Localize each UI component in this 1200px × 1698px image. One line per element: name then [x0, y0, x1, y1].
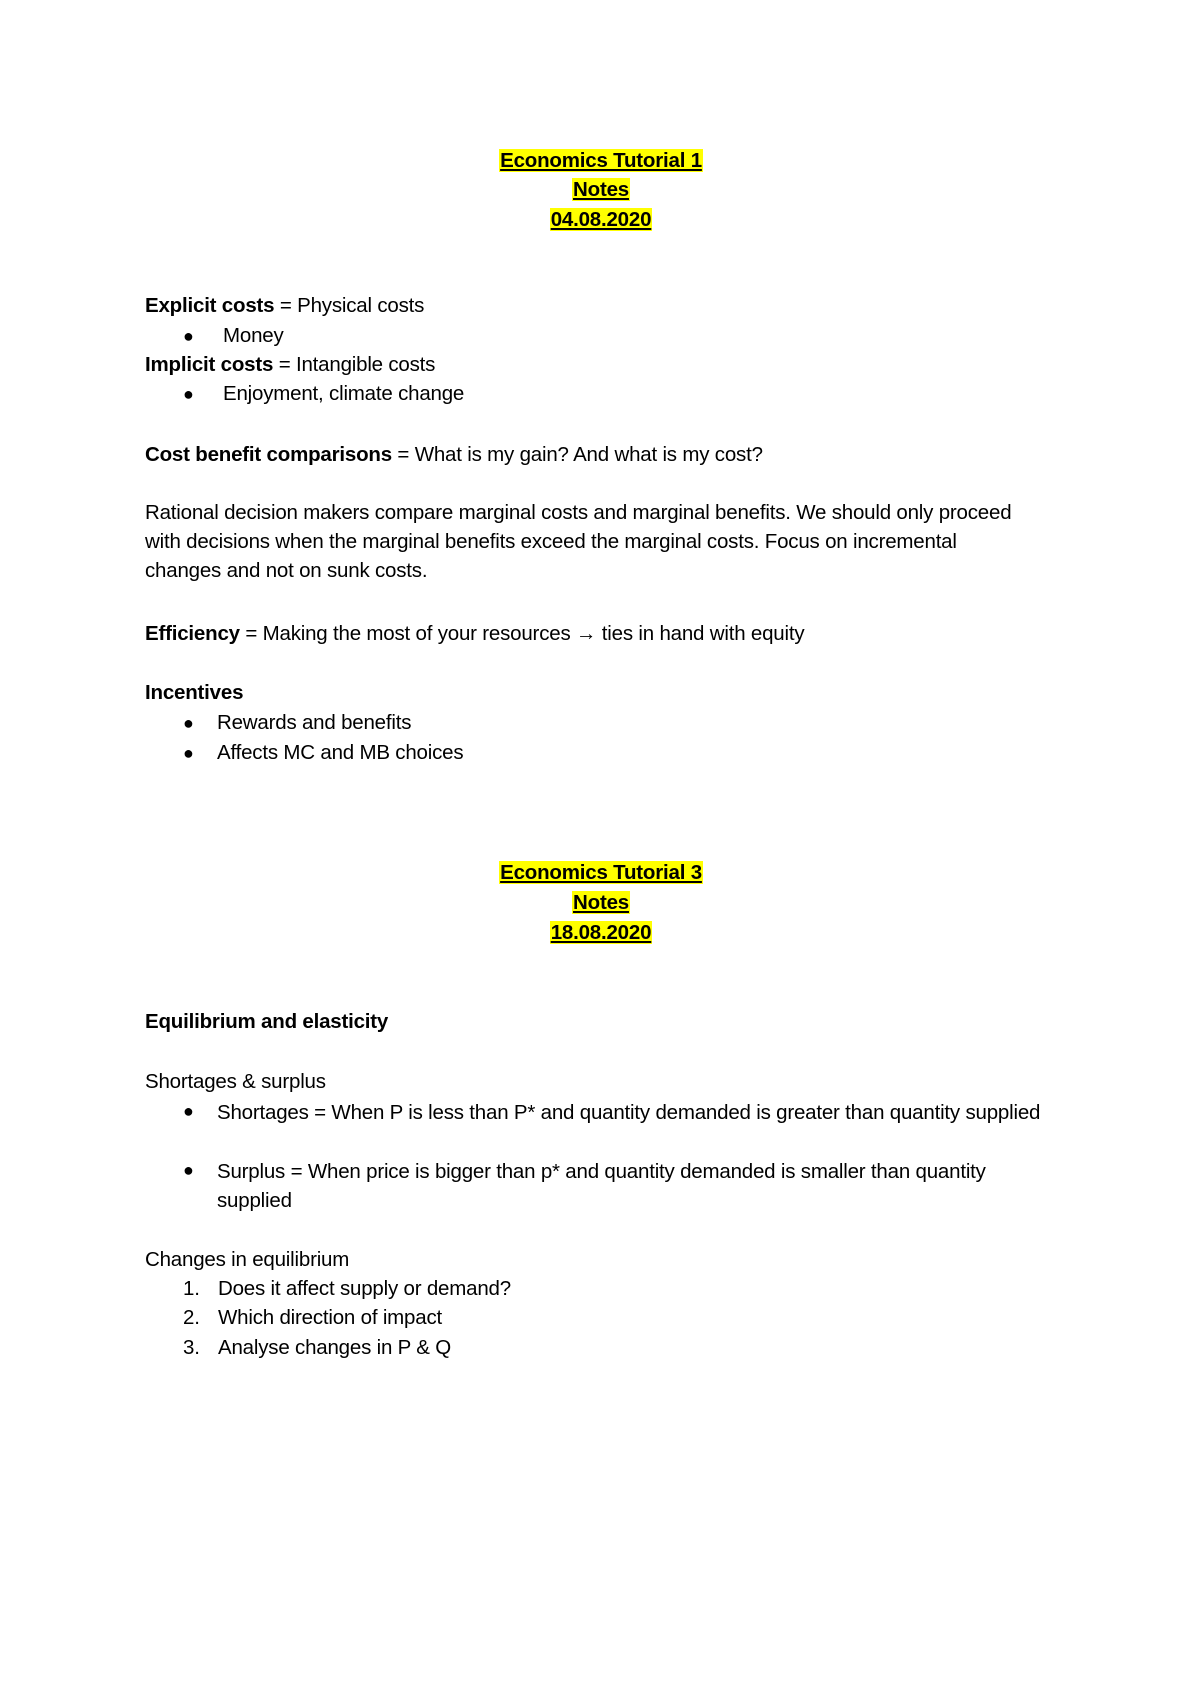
bullet-icon [183, 710, 193, 736]
cost-benefit-line [145, 442, 763, 468]
incentives-heading-text: Incentives [145, 681, 244, 704]
topic-heading-text: Equilibrium and elasticity [145, 1010, 389, 1033]
tutorial-3-title: Economics Tutorial 3 [500, 861, 702, 884]
tutorial-1-date: 04.08.2020 [550, 208, 652, 231]
efficiency-line [145, 621, 804, 647]
list-item-text: Money [223, 324, 284, 347]
explicit-costs-line [145, 293, 424, 319]
arrow-right-icon: → [576, 622, 597, 645]
tutorial-3-date-row [145, 920, 1057, 946]
tutorial-3-subtitle-row [145, 890, 1057, 916]
numbered-item-number: 1. [183, 1277, 200, 1300]
cost-benefit-term: Cost benefit comparisons [145, 443, 392, 466]
bullet-icon [183, 381, 193, 407]
numbered-item-text: Does it affect supply or demand? [218, 1277, 511, 1300]
implicit-costs-line [145, 352, 435, 378]
implicit-costs-definition: = Intangible costs [273, 353, 436, 376]
tutorial-1-title-row [145, 148, 1057, 174]
explicit-costs-definition: = Physical costs [274, 294, 425, 317]
numbered-item-text: Analyse changes in P & Q [218, 1336, 451, 1359]
tutorial-3-title-row [145, 860, 1057, 886]
efficiency-tail: ties in hand with equity [596, 622, 805, 645]
tutorial-1-subtitle-row [145, 177, 1057, 203]
efficiency-definition: = Making the most of your resources [239, 622, 576, 645]
list-item-text: Surplus = When price is bigger than p* and quantity demanded is smaller than quantity supplied [217, 1160, 986, 1212]
topic-heading [145, 1009, 388, 1035]
list-item-text: Shortages = When P is less than P* and quantity demanded is greater than quantity supplied [217, 1101, 1041, 1124]
bullet-icon [183, 323, 193, 349]
tutorial-3-date: 18.08.2020 [550, 921, 652, 944]
rational-decision-paragraph: Rational decision makers compare marginal costs and marginal benefits. We should only proceed with decisions when the marginal benefits exceed the marginal costs. Focus on incremental changes and not on sunk costs. [145, 501, 1012, 582]
tutorial-1-title: Economics Tutorial 1 [500, 149, 702, 172]
list-item-text: Enjoyment, climate change [223, 382, 465, 405]
bullet-icon [183, 1098, 193, 1124]
shortages-heading: Shortages & surplus [145, 1070, 326, 1093]
list-item-text: Rewards and benefits [217, 711, 412, 734]
implicit-costs-term: Implicit costs [145, 353, 274, 376]
numbered-item-number: 2. [183, 1306, 200, 1329]
list-item-text: Affects MC and MB choices [217, 741, 464, 764]
cost-benefit-definition: = What is my gain? And what is my cost? [391, 443, 763, 466]
bullet-icon [183, 1157, 193, 1183]
bullet-icon [183, 740, 193, 766]
changes-heading: Changes in equilibrium [145, 1248, 350, 1271]
explicit-costs-term: Explicit costs [145, 294, 275, 317]
numbered-item-text: Which direction of impact [218, 1306, 443, 1329]
incentives-heading [145, 680, 243, 706]
numbered-item-number: 3. [183, 1336, 200, 1359]
tutorial-1-date-row [145, 207, 1057, 233]
tutorial-3-subtitle: Notes [573, 891, 629, 914]
tutorial-1-subtitle: Notes [573, 178, 629, 201]
efficiency-term: Efficiency [145, 622, 240, 645]
